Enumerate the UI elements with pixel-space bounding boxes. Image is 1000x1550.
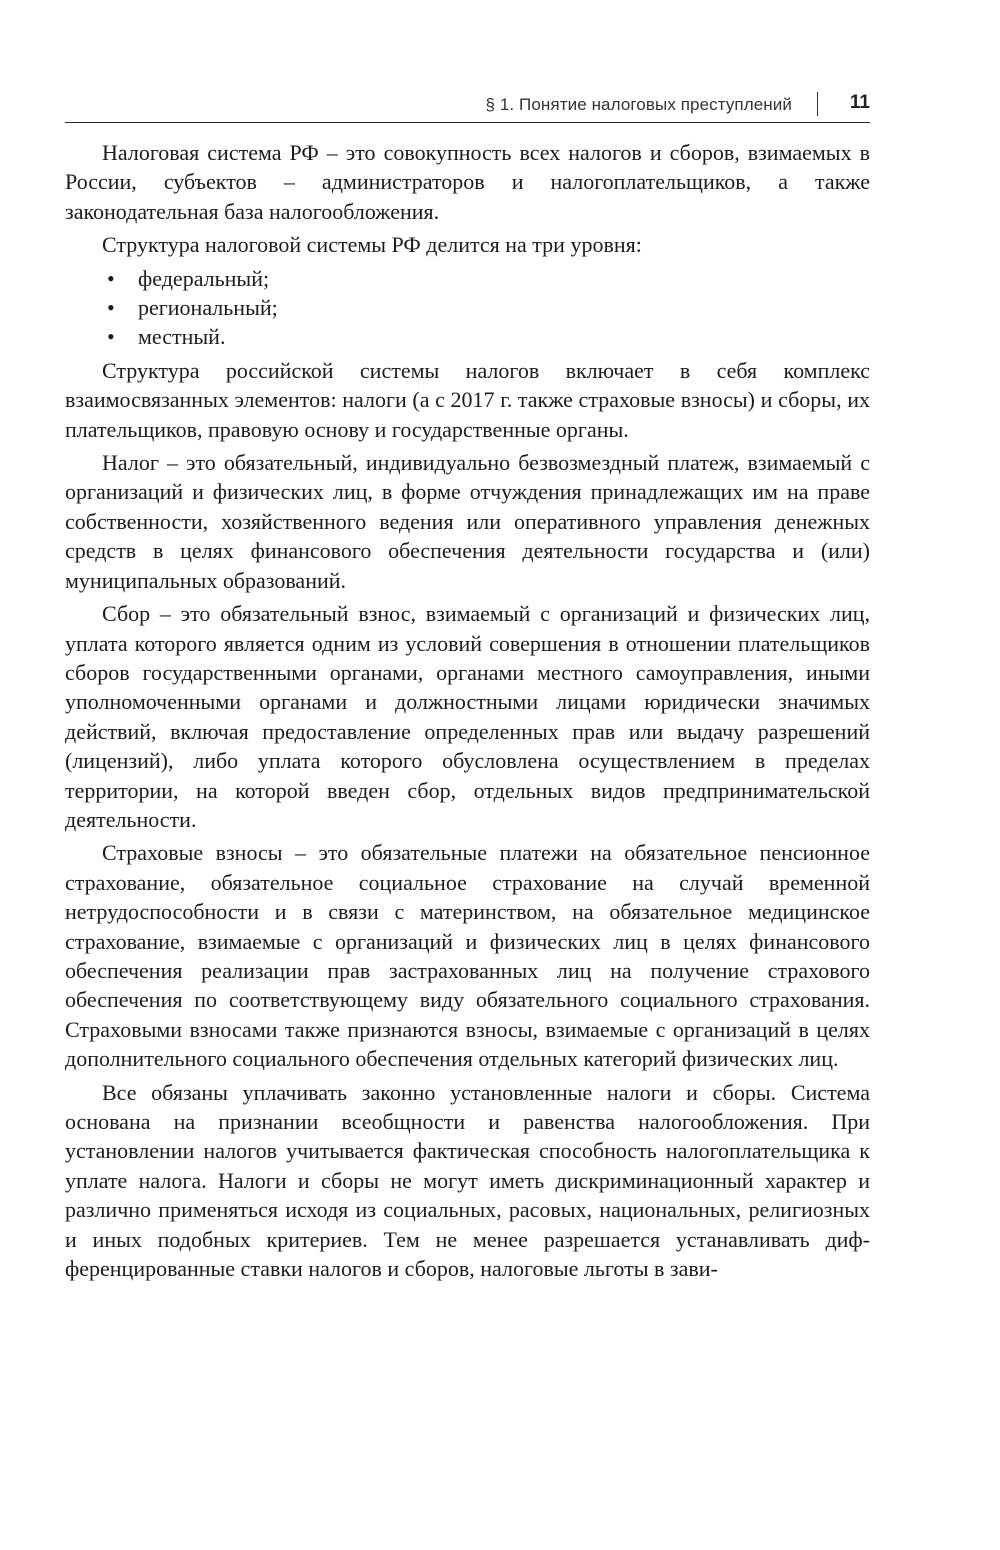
bullet-icon: • bbox=[107, 324, 115, 350]
paragraph-system-structure: Структура российской системы налогов включает в себя комплекс взаимосвязанных элементов: налоги (а с 2017 г. также страховые взносы) и сборы, их плательщиков, правовую основу и государственные органы. bbox=[65, 357, 870, 442]
header-divider bbox=[817, 92, 819, 116]
list-item bbox=[65, 293, 870, 322]
paragraph-fee-definition: Сбор – это обязательный взнос, взимаемый с организаций и физических лиц, уплата которого является одним из условий совершения в отношении плательщиков сборов государственными органами, органами местного самоуправления, иными уполномоченными органами и должностными лицами юридически значимых действий, включая предоставление определенных прав или выдачу разрешений (лицензий), либо уплата которого обусловлена осуществлением в пределах территории, на которой введен сбор, отдельных видов предпринимательской деятельности. bbox=[65, 601, 870, 832]
list-item bbox=[65, 264, 870, 293]
paragraph-structure-levels-intro: Структура налоговой системы РФ делится на три уровня: bbox=[102, 232, 642, 258]
paragraph-tax-obligations: Все обязаны уплачивать законно установленные налоги и сборы. Система основана на признании всеобщности и равенства налогообложения. При установлении налогов учитывается фактическая способность налогоплательщика к уплате налога. Налоги и сборы не могут иметь дискриминационный характер и различно применяться исходя из социальных, расовых, национальных, религиозных и иных подобных критериев. Тем не менее разрешается устанавливать дифференцированные ставки налогов и сборов, налоговые льготы в зави- bbox=[65, 1079, 870, 1282]
tax-levels-list bbox=[65, 264, 870, 352]
list-item-text: федеральный; bbox=[138, 265, 270, 291]
paragraph-tax-system-definition: Налоговая система РФ – это совокупность всех налогов и сборов, взимаемых в России, субъектов – администраторов и налогоплательщиков, а также законодательная база налогообложения. bbox=[65, 140, 870, 224]
paragraph-tax-definition: Налог – это обязательный, индивидуально безвозмездный платеж, взимаемый с организаций и физических лиц, в форме отчуждения принадлежащих им на праве собственности, хозяйственного ведения или оперативного управления денежных средств в целях финансового обеспечения деятельности государства и (или) муниципальных образований. bbox=[65, 450, 870, 593]
running-header bbox=[65, 88, 870, 123]
body-text bbox=[65, 138, 870, 1287]
bullet-icon: • bbox=[107, 295, 115, 321]
bullet-icon: • bbox=[107, 265, 115, 291]
book-page bbox=[65, 0, 870, 1550]
list-item-text: местный. bbox=[138, 324, 226, 350]
page-number: 11 bbox=[849, 92, 870, 113]
list-item-text: региональный; bbox=[138, 295, 278, 321]
paragraph-insurance-contributions: Страховые взносы – это обязательные платежи на обязательное пенсионное страхование, обязательное социальное страхование на случай временной нетрудоспособности и в связи с материнством, на обязательное медицинское страхование, взимаемые с организаций и физических лиц в целях финансового обеспечения реализации прав застрахованных лиц на получение страхового обеспечения по соответствующему виду обязательного социального страхования. Страховыми взносами также признаются взносы, взимаемые с организаций в целях дополнительного социального обеспечения отдельных категорий физических лиц. bbox=[65, 840, 870, 1072]
section-title: § 1. Понятие налоговых преступлений bbox=[485, 95, 792, 114]
list-item bbox=[65, 322, 870, 351]
